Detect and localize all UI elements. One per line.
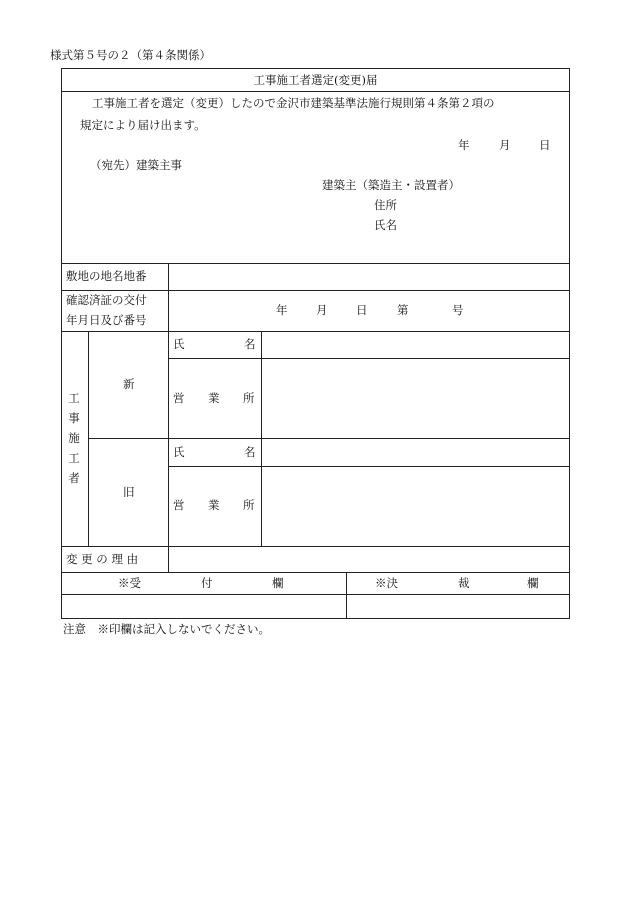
confirm-label-2: 年月日及び番号 <box>66 313 147 327</box>
new-office-label-c: 所 <box>243 391 255 405</box>
new-name-field[interactable] <box>263 333 568 357</box>
receipt-header-b: 付 <box>201 576 213 590</box>
reason-field[interactable] <box>170 548 568 571</box>
contractor-label: 工事施工者 <box>68 391 80 485</box>
receipt-header-a: ※受 <box>118 576 141 590</box>
confirm-day: 日 <box>356 303 368 317</box>
confirm-go: 号 <box>452 303 464 317</box>
site-field[interactable] <box>170 265 568 289</box>
new-office-field[interactable] <box>263 360 568 437</box>
old-office-label-a: 営 <box>173 498 185 512</box>
decision-header-b: 裁 <box>458 576 470 590</box>
confirm-month: 月 <box>316 303 328 317</box>
new-name-label-b: 名 <box>244 337 256 351</box>
confirm-dai: 第 <box>397 303 409 317</box>
new-office-label-b: 業 <box>208 391 220 405</box>
new-label: 新 <box>123 377 135 391</box>
new-name-label-a: 氏 <box>173 337 185 351</box>
decision-field <box>348 596 568 618</box>
applicant-address-label: 住所 <box>374 198 397 212</box>
new-office-label-a: 営 <box>173 391 185 405</box>
date-day: 日 <box>539 138 551 152</box>
decision-header-c: 欄 <box>527 576 539 590</box>
old-office-label-b: 業 <box>208 498 220 512</box>
addressee: （宛先）建築主事 <box>90 158 182 172</box>
date-month: 月 <box>499 138 511 152</box>
footer-note: 注意 ※印欄は記入しないでください。 <box>63 622 270 636</box>
declaration-line-2: 規定により届け出ます。 <box>80 118 206 132</box>
declaration-line-1: 工事施工者を選定（変更）したので金沢市建築基準法施行規則第４条第２項の <box>92 96 495 110</box>
form-title: 工事施工者選定(変更)届 <box>253 73 378 87</box>
site-label: 敷地の地名地番 <box>66 269 147 283</box>
old-name-label-b: 名 <box>244 445 256 459</box>
date-year: 年 <box>458 138 470 152</box>
old-label: 旧 <box>123 485 135 499</box>
form-number: 様式第５号の２（第４条関係） <box>50 48 211 62</box>
applicant-label: 建築主（築造主・設置者） <box>322 178 460 192</box>
old-name-label-a: 氏 <box>173 445 185 459</box>
receipt-field <box>63 596 345 618</box>
applicant-name-label: 氏名 <box>374 218 397 232</box>
confirm-label-1: 確認済証の交付 <box>66 293 147 307</box>
old-office-field[interactable] <box>263 468 568 545</box>
old-name-field[interactable] <box>263 440 568 465</box>
decision-header-a: ※決 <box>375 576 398 590</box>
receipt-header-c: 欄 <box>272 576 284 590</box>
confirm-year: 年 <box>276 303 288 317</box>
old-office-label-c: 所 <box>243 498 255 512</box>
reason-label: 変 更 の 理 由 <box>66 552 139 566</box>
